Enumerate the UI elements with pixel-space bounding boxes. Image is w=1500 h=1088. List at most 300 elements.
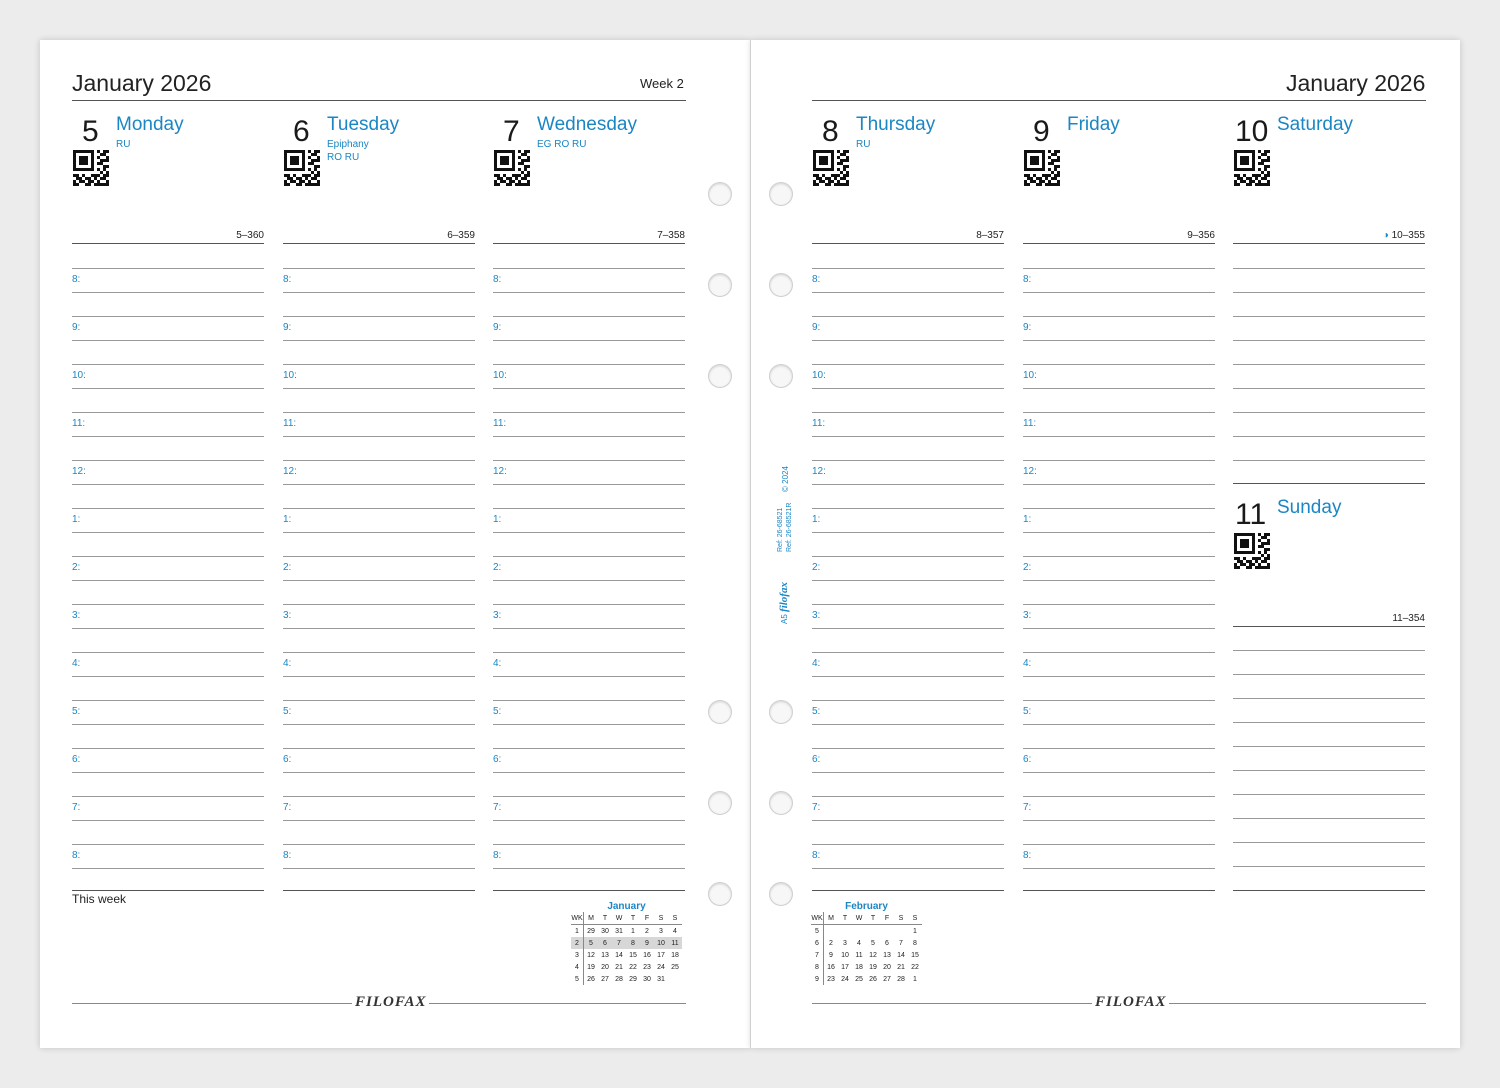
right-day-friday-day-name: Friday [1067,114,1120,135]
left-day-wednesday-qr-code [494,150,530,186]
right-day-thursday-line [812,436,1004,437]
mini-calendar-day: 22 [911,963,919,971]
right-day-saturday-day-count [1233,230,1425,241]
left-day-monday-line [72,700,264,701]
left-day-wednesday-line [493,556,685,557]
right-day-thursday-line [812,268,1004,269]
left-day-tuesday-line [283,364,475,365]
left-day-monday-bottom-rule [72,890,264,891]
left-day-wednesday-line [493,508,685,509]
left-day-tuesday-line [283,412,475,413]
left-day-monday-line [72,388,264,389]
mini-calendar-day: 2 [829,939,833,947]
left-day-tuesday-line [283,700,475,701]
right-day-friday-line [1023,772,1215,773]
left-day-wednesday-line [493,652,685,653]
mini-calendar-header-cell: T [598,912,612,925]
spine-brand: filofax [778,582,790,612]
left-footer-brand: FILOFAX [352,994,429,1011]
mini-calendar-day: 14 [615,951,623,959]
mini-calendar-week-number: 4 [571,961,584,973]
right-day-friday-line [1023,412,1215,413]
left-day-monday-hour-label-8: 4: [72,658,81,669]
right-day-sunday-qr-code [1234,533,1270,569]
left-day-monday-line [72,460,264,461]
right-day-friday-line [1023,508,1215,509]
mini-calendar-day [880,925,894,938]
left-day-wednesday-hour-label-5: 1: [493,514,502,525]
right-day-friday-line [1023,724,1215,725]
right-day-thursday-qr-code [813,150,849,186]
right-day-sunday-line [1233,842,1425,843]
left-day-wednesday-line [493,364,685,365]
left-day-tuesday-line [283,580,475,581]
left-day-monday-line [72,628,264,629]
right-day-sunday-day-count [1233,613,1425,624]
mini-calendar-day: 20 [601,963,609,971]
right-day-sunday-line [1233,818,1425,819]
right-day-friday-line [1023,460,1215,461]
mini-calendar-header-cell: T [626,912,640,925]
right-day-thursday-line [812,580,1004,581]
binder-hole [769,700,793,724]
left-day-wednesday-line [493,292,685,293]
right-day-friday-line [1023,748,1215,749]
left-day-tuesday-hour-label-2: 10: [283,370,297,381]
left-day-wednesday-line [493,604,685,605]
right-day-friday-line [1023,868,1215,869]
right-day-sunday-count-rule [1233,626,1425,627]
right-day-friday-hour-label-5: 1: [1023,514,1032,525]
right-day-friday-line [1023,700,1215,701]
spine-copyright: © 2024 [781,466,790,492]
mini-calendar-day: 2 [645,927,649,935]
mini-calendar-day: 18 [855,963,863,971]
right-day-friday-line [1023,580,1215,581]
mini-calendar-day: 14 [897,951,905,959]
right-day-sunday-line [1233,674,1425,675]
left-day-monday-line [72,268,264,269]
mini-calendar-day: 8 [626,937,640,949]
left-day-monday-line [72,796,264,797]
right-day-saturday-day-name: Saturday [1277,114,1354,135]
mini-calendar-day: 4 [673,927,677,935]
left-day-tuesday-line [283,844,475,845]
right-day-thursday-day-count [812,230,1004,241]
mini-calendar-day: 15 [629,951,637,959]
left-day-tuesday-count-rule [283,243,475,244]
right-day-friday-line [1023,388,1215,389]
right-day-thursday-bottom-rule [812,890,1004,891]
right-day-friday-day-number: 9 [1033,115,1050,148]
spine-ref-2: Ref: 26-68521R [786,502,793,552]
right-day-thursday-hour-label-3: 11: [812,418,826,429]
binder-hole [708,364,732,388]
right-day-thursday-line [812,364,1004,365]
binder-hole [708,182,732,206]
left-day-wednesday-line [493,868,685,869]
left-day-wednesday-hour-label-8: 4: [493,658,502,669]
right-day-friday-line [1023,532,1215,533]
mini-calendar-day: 31 [615,927,623,935]
right-day-saturday-line [1233,436,1425,437]
mini-calendar-day: 31 [657,975,665,983]
right-day-friday-hour-label-7: 3: [1023,610,1032,621]
right-day-saturday-line [1233,460,1425,461]
right-day-friday-hour-label-10: 6: [1023,754,1032,765]
left-day-wednesday-line [493,748,685,749]
left-day-monday-line [72,340,264,341]
right-day-friday-hour-label-4: 12: [1023,466,1037,477]
left-day-tuesday-hour-label-0: 8: [283,274,292,285]
right-day-thursday-hour-label-9: 5: [812,706,821,717]
mini-calendar-day [668,973,682,985]
left-day-monday-line [72,508,264,509]
right-day-sunday-day-count-text: 11–354 [1392,613,1425,624]
mini-calendar-day: 27 [601,975,609,983]
week-number-label: Week 2 [640,76,684,91]
left-day-monday-line [72,436,264,437]
left-day-tuesday-line [283,340,475,341]
mini-calendar-day: 12 [587,951,595,959]
right-day-friday-line [1023,556,1215,557]
mini-calendar-day: 26 [587,975,595,983]
right-day-thursday-day-name: Thursday [856,114,936,135]
left-day-tuesday-hour-label-11: 7: [283,802,292,813]
left-day-monday-line [72,676,264,677]
right-day-friday-hour-label-6: 2: [1023,562,1032,573]
right-day-thursday-line [812,508,1004,509]
left-day-tuesday-line [283,316,475,317]
right-day-thursday-line [812,772,1004,773]
mini-calendar-week-number: 1 [571,925,584,938]
right-day-saturday-count-rule [1233,243,1425,244]
right-day-friday-hour-label-11: 7: [1023,802,1032,813]
mini-calendar-week-number: 8 [811,961,824,973]
left-day-wednesday-line [493,676,685,677]
right-day-sunday-line [1233,866,1425,867]
right-day-sunday-line [1233,722,1425,723]
left-day-monday-day-name: Monday [116,114,184,135]
right-day-sunday-line [1233,770,1425,771]
left-day-tuesday-holiday-0: Epiphany [327,139,369,150]
right-day-saturday-line [1233,364,1425,365]
right-day-thursday-line [812,556,1004,557]
mini-calendar-february [811,901,922,985]
left-day-tuesday-hour-label-7: 3: [283,610,292,621]
left-day-wednesday-hour-label-11: 7: [493,802,502,813]
right-day-friday-line [1023,292,1215,293]
left-day-tuesday-bottom-rule [283,890,475,891]
binder-hole [708,882,732,906]
right-day-thursday-hour-label-6: 2: [812,562,821,573]
mini-calendar-day: 12 [869,951,877,959]
left-day-tuesday-line [283,748,475,749]
right-day-thursday-hour-label-12: 8: [812,850,821,861]
mini-calendar-day: 28 [897,975,905,983]
left-day-wednesday-line [493,388,685,389]
binder-hole [769,882,793,906]
mini-calendar-header-cell: W [612,912,626,925]
binder-hole [769,273,793,297]
mini-calendar-week-number: 3 [571,949,584,961]
mini-calendar-header-cell: T [838,912,852,925]
left-day-tuesday-day-number: 6 [293,115,310,148]
right-day-thursday-line [812,820,1004,821]
mini-calendar-day: 17 [657,951,665,959]
right-day-thursday-line [812,340,1004,341]
left-day-tuesday-hour-label-1: 9: [283,322,292,333]
left-day-monday-line [72,724,264,725]
left-day-monday-line [72,556,264,557]
mini-calendar-day: 16 [827,963,835,971]
mini-calendar-day: 17 [841,963,849,971]
mini-calendar-grid [811,912,922,985]
spine-ref-text [776,503,794,552]
right-day-sunday-line [1233,794,1425,795]
right-day-friday-count-rule [1023,243,1215,244]
left-day-tuesday-line [283,436,475,437]
left-day-wednesday-hour-label-4: 12: [493,466,507,477]
left-day-tuesday-line [283,724,475,725]
left-day-tuesday-day-name: Tuesday [327,114,400,135]
left-day-tuesday-hour-label-8: 4: [283,658,292,669]
left-day-monday-holiday-0: RU [116,139,131,150]
left-day-tuesday-hour-label-6: 2: [283,562,292,573]
left-day-tuesday-line [283,772,475,773]
mini-calendar-day: 16 [643,951,651,959]
mini-calendar-day [866,925,880,938]
left-day-wednesday-line [493,772,685,773]
left-day-tuesday-line [283,868,475,869]
right-day-thursday-hour-label-7: 3: [812,610,821,621]
mini-calendar-day: 7 [899,939,903,947]
right-day-friday-qr-code [1024,150,1060,186]
binder-hole [769,791,793,815]
left-day-tuesday-line [283,460,475,461]
right-day-thursday-line [812,676,1004,677]
mini-calendar-day: 6 [598,937,612,949]
right-day-thursday-line [812,844,1004,845]
left-day-wednesday-hour-label-7: 3: [493,610,502,621]
right-day-thursday-hour-label-11: 7: [812,802,821,813]
mini-calendar-day: 1 [913,975,917,983]
left-day-monday-line [72,868,264,869]
mini-calendar-day: 10 [841,951,849,959]
right-day-friday-line [1023,484,1215,485]
right-day-friday-line [1023,340,1215,341]
right-day-friday-hour-label-0: 8: [1023,274,1032,285]
right-day-thursday-line [812,868,1004,869]
left-header-rule [72,100,686,101]
mini-calendar-january [571,901,682,985]
left-day-monday-hour-label-4: 12: [72,466,86,477]
right-day-saturday-moon-icon: ◑ [1382,230,1392,241]
spine-ref-1: Ref: 26-68521 [777,507,784,552]
mini-calendar-week-number: 2 [571,937,584,949]
left-day-monday-line [72,772,264,773]
right-day-thursday-holiday-0: RU [856,139,871,150]
right-day-saturday-line [1233,412,1425,413]
left-day-monday-hour-label-1: 9: [72,322,81,333]
left-day-monday-line [72,532,264,533]
left-day-wednesday-hour-label-1: 9: [493,322,502,333]
mini-calendar-day: 29 [629,975,637,983]
mini-calendar-day: 25 [855,975,863,983]
right-day-saturday-line [1233,340,1425,341]
left-day-wednesday-line [493,460,685,461]
left-day-wednesday-holiday-0: EG RO RU [537,139,587,150]
right-day-thursday-line [812,604,1004,605]
left-month-title: January 2026 [72,70,212,96]
left-day-wednesday-hour-label-2: 10: [493,370,507,381]
mini-calendar-day: 30 [601,927,609,935]
left-day-monday-line [72,748,264,749]
right-day-friday-line [1023,820,1215,821]
left-day-tuesday-hour-label-9: 5: [283,706,292,717]
left-day-wednesday-line [493,532,685,533]
left-day-tuesday-qr-code [284,150,320,186]
mini-calendar-header-cell: M [584,912,599,925]
mini-calendar-day: 5 [584,937,599,949]
left-day-wednesday-bottom-rule [493,890,685,891]
left-day-tuesday-line [283,604,475,605]
right-day-thursday-hour-label-10: 6: [812,754,821,765]
mini-calendar-day: 24 [841,975,849,983]
right-day-saturday-day-number: 10 [1235,115,1269,148]
right-day-friday-line [1023,268,1215,269]
mini-calendar-day: 25 [671,963,679,971]
mini-calendar-day: 10 [654,937,668,949]
left-day-wednesday-line [493,628,685,629]
page-spine [750,40,751,1048]
right-day-sunday-line [1233,698,1425,699]
right-day-thursday-line [812,316,1004,317]
right-day-friday-line [1023,316,1215,317]
mini-calendar-day: 15 [911,951,919,959]
mini-calendar-day: 4 [857,939,861,947]
right-day-thursday-line [812,700,1004,701]
left-day-tuesday-line [283,556,475,557]
left-day-tuesday-hour-label-4: 12: [283,466,297,477]
mini-calendar-day: 20 [883,963,891,971]
mini-calendar-day: 1 [631,927,635,935]
mini-calendar-day [838,925,852,938]
mini-calendar-header-cell: F [880,912,894,925]
right-day-friday-hour-label-2: 10: [1023,370,1037,381]
left-day-monday-hour-label-7: 3: [72,610,81,621]
right-day-friday-hour-label-3: 11: [1023,418,1037,429]
this-week-label: This week [72,892,127,906]
right-day-sunday-bottom-rule [1233,890,1425,891]
left-day-wednesday-line [493,724,685,725]
mini-calendar-header-cell: S [908,912,922,925]
binder-hole [708,273,732,297]
left-day-tuesday-line [283,820,475,821]
right-day-thursday-hour-label-2: 10: [812,370,826,381]
mini-calendar-day: 29 [587,927,595,935]
left-day-wednesday-day-name: Wednesday [537,114,637,135]
left-day-monday-line [72,364,264,365]
left-day-wednesday-hour-label-3: 11: [493,418,507,429]
mini-calendar-day: 9 [640,937,654,949]
right-day-thursday-line [812,796,1004,797]
left-day-monday-qr-code [73,150,109,186]
left-day-monday-hour-label-2: 10: [72,370,86,381]
mini-calendar-header-cell: S [654,912,668,925]
mini-calendar-day: 3 [659,927,663,935]
left-day-monday-line [72,844,264,845]
left-day-wednesday-line [493,700,685,701]
mini-calendar-day: 18 [671,951,679,959]
left-day-monday-day-count-text: 5–360 [236,230,264,241]
left-day-tuesday-hour-label-12: 8: [283,850,292,861]
left-day-tuesday-line [283,652,475,653]
left-day-wednesday-hour-label-0: 8: [493,274,502,285]
mini-calendar-day: 5 [871,939,875,947]
right-day-friday-day-count-text: 9–356 [1187,230,1215,241]
right-day-thursday-day-number: 8 [822,115,839,148]
right-day-thursday-line [812,628,1004,629]
right-day-saturday-line [1233,388,1425,389]
right-day-sunday-day-name: Sunday [1277,497,1342,518]
mini-calendar-day: 19 [587,963,595,971]
mini-calendar-week-number: 6 [811,937,824,949]
right-day-friday-line [1023,364,1215,365]
spine-brand-text [778,582,790,624]
right-day-friday-line [1023,676,1215,677]
right-day-friday-day-count [1023,230,1215,241]
right-day-sunday-day-number: 11 [1235,498,1267,531]
right-day-thursday-hour-label-4: 12: [812,466,826,477]
left-day-monday-hour-label-12: 8: [72,850,81,861]
right-day-friday-line [1023,652,1215,653]
right-day-friday-hour-label-8: 4: [1023,658,1032,669]
left-day-tuesday-line [283,676,475,677]
mini-calendar-day [894,925,908,938]
right-day-friday-hour-label-9: 5: [1023,706,1032,717]
right-month-title: January 2026 [1286,70,1426,96]
right-day-sunday-line [1233,650,1425,651]
right-day-friday-line [1023,604,1215,605]
mini-calendar-day: 22 [629,963,637,971]
mini-calendar-day: 1 [913,927,917,935]
right-day-saturday-line [1233,316,1425,317]
right-day-sunday-line [1233,746,1425,747]
right-day-thursday-line [812,292,1004,293]
left-day-wednesday-line [493,436,685,437]
mini-calendar-header-cell: M [824,912,839,925]
left-day-monday-count-rule [72,243,264,244]
mini-calendar-day [824,925,839,938]
mini-calendar-day: 21 [897,963,905,971]
mini-calendar-day: 28 [615,975,623,983]
left-day-tuesday-line [283,268,475,269]
binder-hole [769,182,793,206]
left-day-wednesday-line [493,340,685,341]
mini-calendar-header-cell: WK [571,912,584,925]
spine-size: A5 [780,614,789,624]
left-day-wednesday-day-count-text: 7–358 [657,230,685,241]
mini-calendar-week-number: 9 [811,973,824,985]
right-day-saturday-day-count-text: 10–355 [1391,230,1425,241]
right-day-thursday-line [812,724,1004,725]
mini-calendar-header-cell: F [640,912,654,925]
mini-calendar-header-cell: WK [811,912,824,925]
right-day-friday-hour-label-1: 9: [1023,322,1032,333]
left-day-monday-line [72,580,264,581]
right-day-thursday-line [812,484,1004,485]
